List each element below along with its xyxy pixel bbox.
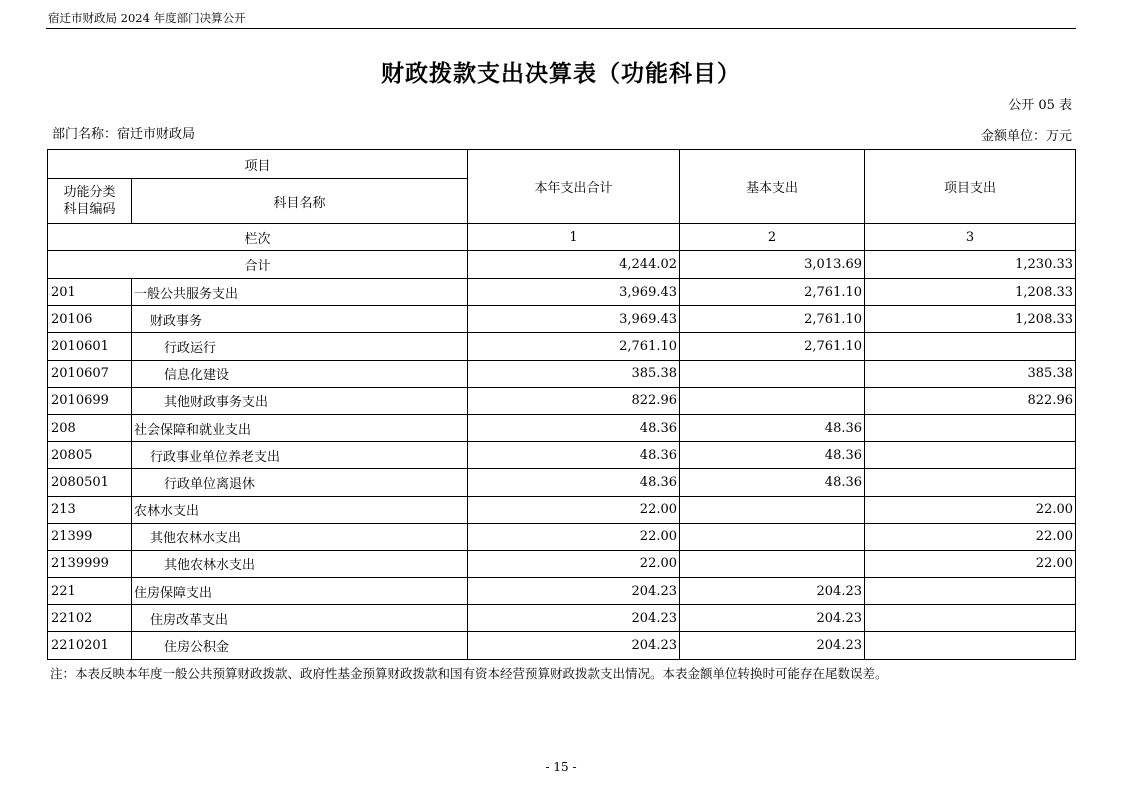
row-name: 财政事务 — [132, 306, 468, 333]
table-row — [48, 306, 1076, 333]
row-code: 213 — [48, 496, 132, 523]
table-row — [48, 469, 1076, 496]
col-index-3: 3 — [865, 224, 1076, 251]
row-project — [865, 632, 1076, 659]
row-code: 2010699 — [48, 387, 132, 414]
row-code: 22102 — [48, 605, 132, 632]
row-project — [865, 442, 1076, 469]
row-code: 208 — [48, 414, 132, 441]
row-total: 822.96 — [468, 387, 680, 414]
row-name: 住房改革支出 — [132, 605, 468, 632]
row-basic — [680, 523, 865, 550]
row-project — [865, 578, 1076, 605]
row-basic: 204.23 — [680, 605, 865, 632]
table-row — [48, 333, 1076, 360]
row-basic: 204.23 — [680, 632, 865, 659]
total-project: 1,230.33 — [865, 251, 1076, 279]
row-total: 22.00 — [468, 550, 680, 577]
row-name: 住房公积金 — [132, 632, 468, 659]
row-basic: 48.36 — [680, 442, 865, 469]
row-code: 20106 — [48, 306, 132, 333]
row-code: 221 — [48, 578, 132, 605]
row-total: 48.36 — [468, 414, 680, 441]
header-basic: 基本支出 — [680, 150, 865, 224]
row-basic: 48.36 — [680, 469, 865, 496]
row-name: 行政运行 — [132, 333, 468, 360]
row-name: 社会保障和就业支出 — [132, 414, 468, 441]
row-name: 其他农林水支出 — [132, 550, 468, 577]
row-project — [865, 605, 1076, 632]
table-code-label: 公开 05 表 — [1008, 98, 1072, 113]
total-amount: 4,244.02 — [468, 251, 680, 279]
header-total: 本年支出合计 — [468, 150, 680, 224]
row-name: 住房保障支出 — [132, 578, 468, 605]
table-row — [48, 360, 1076, 387]
total-basic: 3,013.69 — [680, 251, 865, 279]
row-basic: 2,761.10 — [680, 306, 865, 333]
row-code: 2010601 — [48, 333, 132, 360]
total-label: 合计 — [48, 251, 468, 279]
total-row — [48, 251, 1076, 279]
row-name: 其他财政事务支出 — [132, 387, 468, 414]
column-index-row — [48, 224, 1076, 251]
row-project: 22.00 — [865, 523, 1076, 550]
row-total: 204.23 — [468, 632, 680, 659]
row-basic: 48.36 — [680, 414, 865, 441]
row-basic: 2,761.10 — [680, 333, 865, 360]
row-code: 2080501 — [48, 469, 132, 496]
table-row — [48, 578, 1076, 605]
row-project — [865, 414, 1076, 441]
row-code: 2010607 — [48, 360, 132, 387]
row-project — [865, 333, 1076, 360]
row-total: 3,969.43 — [468, 306, 680, 333]
row-name: 信息化建设 — [132, 360, 468, 387]
row-project: 822.96 — [865, 387, 1076, 414]
col-index-label: 栏次 — [48, 224, 468, 251]
table-note: 注：本表反映本年度一般公共预算财政拨款、政府性基金预算财政拨款和国有资本经营预算财政拨款支出情况。本表金额单位转换时可能存在尾数误差。 — [50, 666, 888, 681]
header-subject-name: 科目名称 — [132, 179, 468, 224]
row-total: 2,761.10 — [468, 333, 680, 360]
row-name: 农林水支出 — [132, 496, 468, 523]
row-code: 20805 — [48, 442, 132, 469]
table-row — [48, 496, 1076, 523]
row-project: 1,208.33 — [865, 306, 1076, 333]
table-row — [48, 442, 1076, 469]
expenditure-table — [47, 149, 1076, 660]
table-row — [48, 523, 1076, 550]
row-total: 204.23 — [468, 605, 680, 632]
row-project: 22.00 — [865, 550, 1076, 577]
row-project — [865, 469, 1076, 496]
table-row — [48, 632, 1076, 659]
row-project: 1,208.33 — [865, 279, 1076, 306]
header-divider — [46, 28, 1076, 29]
page-header-text: 宿迁市财政局 2024 年度部门决算公开 — [48, 11, 246, 25]
row-total: 22.00 — [468, 496, 680, 523]
table-row — [48, 387, 1076, 414]
row-code: 201 — [48, 279, 132, 306]
row-total: 48.36 — [468, 469, 680, 496]
row-project: 385.38 — [865, 360, 1076, 387]
table-row — [48, 279, 1076, 306]
col-index-2: 2 — [680, 224, 865, 251]
table-row — [48, 550, 1076, 577]
row-name: 行政单位离退休 — [132, 469, 468, 496]
row-basic — [680, 360, 865, 387]
row-code: 21399 — [48, 523, 132, 550]
row-total: 385.38 — [468, 360, 680, 387]
row-basic — [680, 496, 865, 523]
row-basic — [680, 387, 865, 414]
row-name: 一般公共服务支出 — [132, 279, 468, 306]
row-project: 22.00 — [865, 496, 1076, 523]
col-index-1: 1 — [468, 224, 680, 251]
row-basic: 2,761.10 — [680, 279, 865, 306]
row-name: 行政事业单位养老支出 — [132, 442, 468, 469]
table-row — [48, 605, 1076, 632]
row-basic — [680, 550, 865, 577]
row-total: 48.36 — [468, 442, 680, 469]
header-item: 项目 — [48, 150, 468, 179]
department-label: 部门名称：宿迁市财政局 — [52, 127, 196, 142]
unit-label: 金额单位：万元 — [980, 129, 1072, 144]
row-total: 3,969.43 — [468, 279, 680, 306]
document-title: 财政拨款支出决算表（功能科目） — [381, 60, 741, 87]
row-basic: 204.23 — [680, 578, 865, 605]
row-total: 22.00 — [468, 523, 680, 550]
row-total: 204.23 — [468, 578, 680, 605]
row-code: 2210201 — [48, 632, 132, 659]
table-row — [48, 414, 1076, 441]
header-func-code: 功能分类 科目编码 — [48, 179, 132, 224]
row-code: 2139999 — [48, 550, 132, 577]
row-name: 其他农林水支出 — [132, 523, 468, 550]
page-number: - 15 - — [545, 760, 577, 774]
header-row-1 — [48, 150, 1076, 179]
header-project: 项目支出 — [865, 150, 1076, 224]
